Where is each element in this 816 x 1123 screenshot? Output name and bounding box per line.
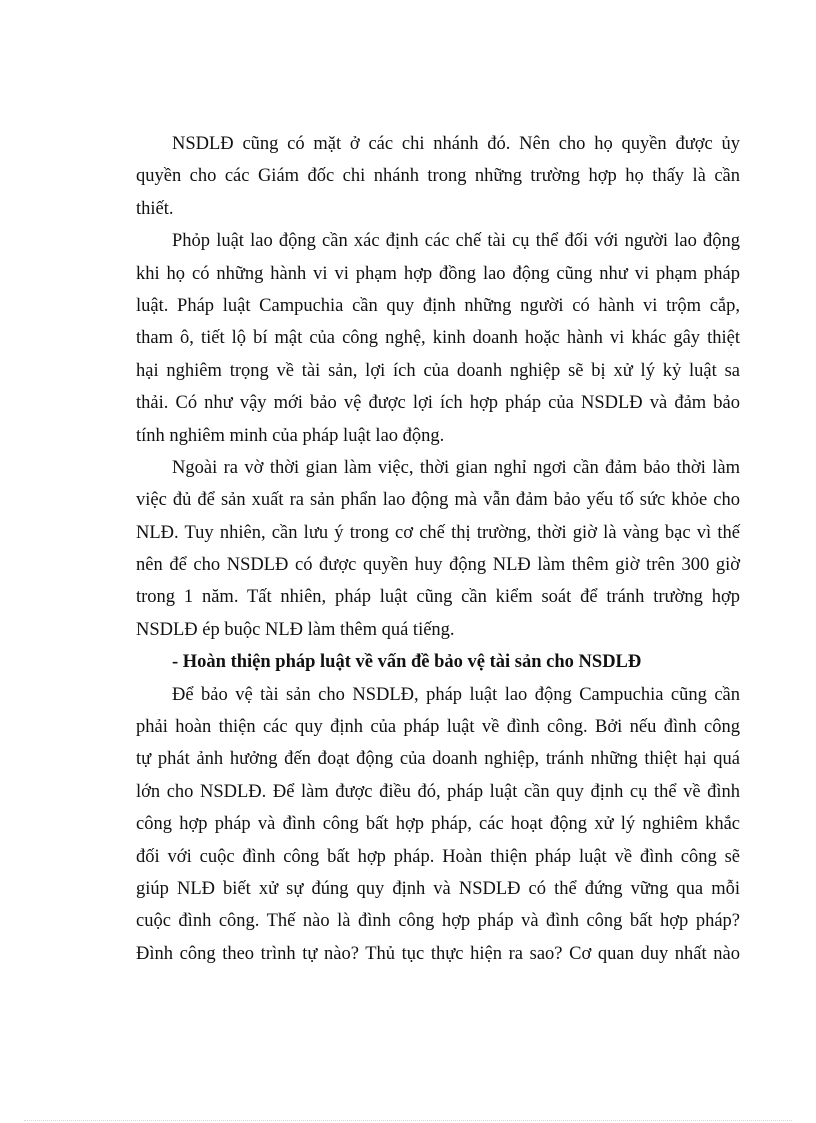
body-text: [136, 128, 740, 970]
text-line: nên để cho NSDLĐ có được quyền huy động NLĐ làm thêm giờ trên 300 giờ: [136, 555, 740, 576]
text-line: tự phát ảnh hưởng đến đoạt động của doanh nghiệp, tránh những thiệt hại quá: [136, 749, 740, 770]
text-line: tham ô, tiết lộ bí mật của công nghệ, kinh doanh hoặc hành vi khác gây thiệt: [136, 328, 740, 349]
text-line: Ngoài ra vờ thời gian làm việc, thời gian nghỉ ngơi cần đảm bảo thời làm: [172, 457, 740, 478]
text-line: NSDLĐ ép buộc NLĐ làm thêm quá tiếng.: [136, 619, 455, 640]
text-line: công hợp pháp và đình công bất hợp pháp, các hoạt động xử lý nghiêm khắc: [136, 814, 740, 835]
text-line: tính nghiêm minh của pháp luật lao động.: [136, 425, 445, 446]
text-line: luật. Pháp luật Campuchia cần quy định những người có hành vi trộm cắp,: [136, 295, 740, 316]
text-line: thải. Có như vậy mới bảo vệ được lợi ích hợp pháp của NSDLĐ và đảm bảo: [136, 393, 740, 414]
text-line: hại nghiêm trọng về tài sản, lợi ích của doanh nghiệp sẽ bị xử lý kỷ luật sa: [136, 360, 740, 381]
text-line: đối với cuộc đình công bất hợp pháp. Hoàn thiện pháp luật về đình công sẽ: [136, 846, 740, 867]
section-heading: - Hoàn thiện pháp luật về vấn đề bảo vệ tài sản cho NSDLĐ: [172, 652, 642, 673]
text-line: quyền cho các Giám đốc chi nhánh trong những trường hợp họ thấy là cần: [136, 166, 740, 187]
text-line: Để bảo vệ tài sản cho NSDLĐ, pháp luật lao động Campuchia cũng cần: [172, 684, 740, 705]
text-line: khi họ có những hành vi vi phạm hợp đồng lao động cũng như vi phạm pháp: [136, 263, 740, 284]
text-line: Đình công theo trình tự nào? Thủ tục thực hiện ra sao? Cơ quan duy nhất nào: [136, 943, 740, 964]
text-line: trong 1 năm. Tất nhiên, pháp luật cũng cần kiểm soát để tránh trường hợp: [136, 587, 740, 608]
text-line: Phỏp luật lao động cần xác định các chế tài cụ thể đối với người lao động: [172, 231, 740, 252]
text-line: thiết.: [136, 198, 174, 219]
page-bottom-divider: [24, 1120, 792, 1121]
text-line: NSDLĐ cũng có mặt ở các chi nhánh đó. Nên cho họ quyền được ủy: [172, 134, 740, 154]
text-line: việc đủ để sản xuất ra sản phẩn lao động mà vẫn đảm bảo yếu tố sức khỏe cho: [136, 490, 740, 511]
text-line: NLĐ. Tuy nhiên, cần lưu ý trong cơ chế thị trường, thời giờ là vàng bạc vì thế: [136, 522, 740, 543]
text-line: giúp NLĐ biết xử sự đúng quy định và NSDLĐ có thể đứng vững qua mỗi: [136, 878, 740, 899]
text-line: phải hoàn thiện các quy định của pháp luật về đình công. Bởi nếu đình công: [136, 717, 740, 738]
text-line: cuộc đình công. Thế nào là đình công hợp pháp và đình công bất hợp pháp?: [136, 911, 740, 932]
text-line: lớn cho NSDLĐ. Để làm được điều đó, pháp luật cần quy định cụ thể về đình: [136, 781, 740, 802]
